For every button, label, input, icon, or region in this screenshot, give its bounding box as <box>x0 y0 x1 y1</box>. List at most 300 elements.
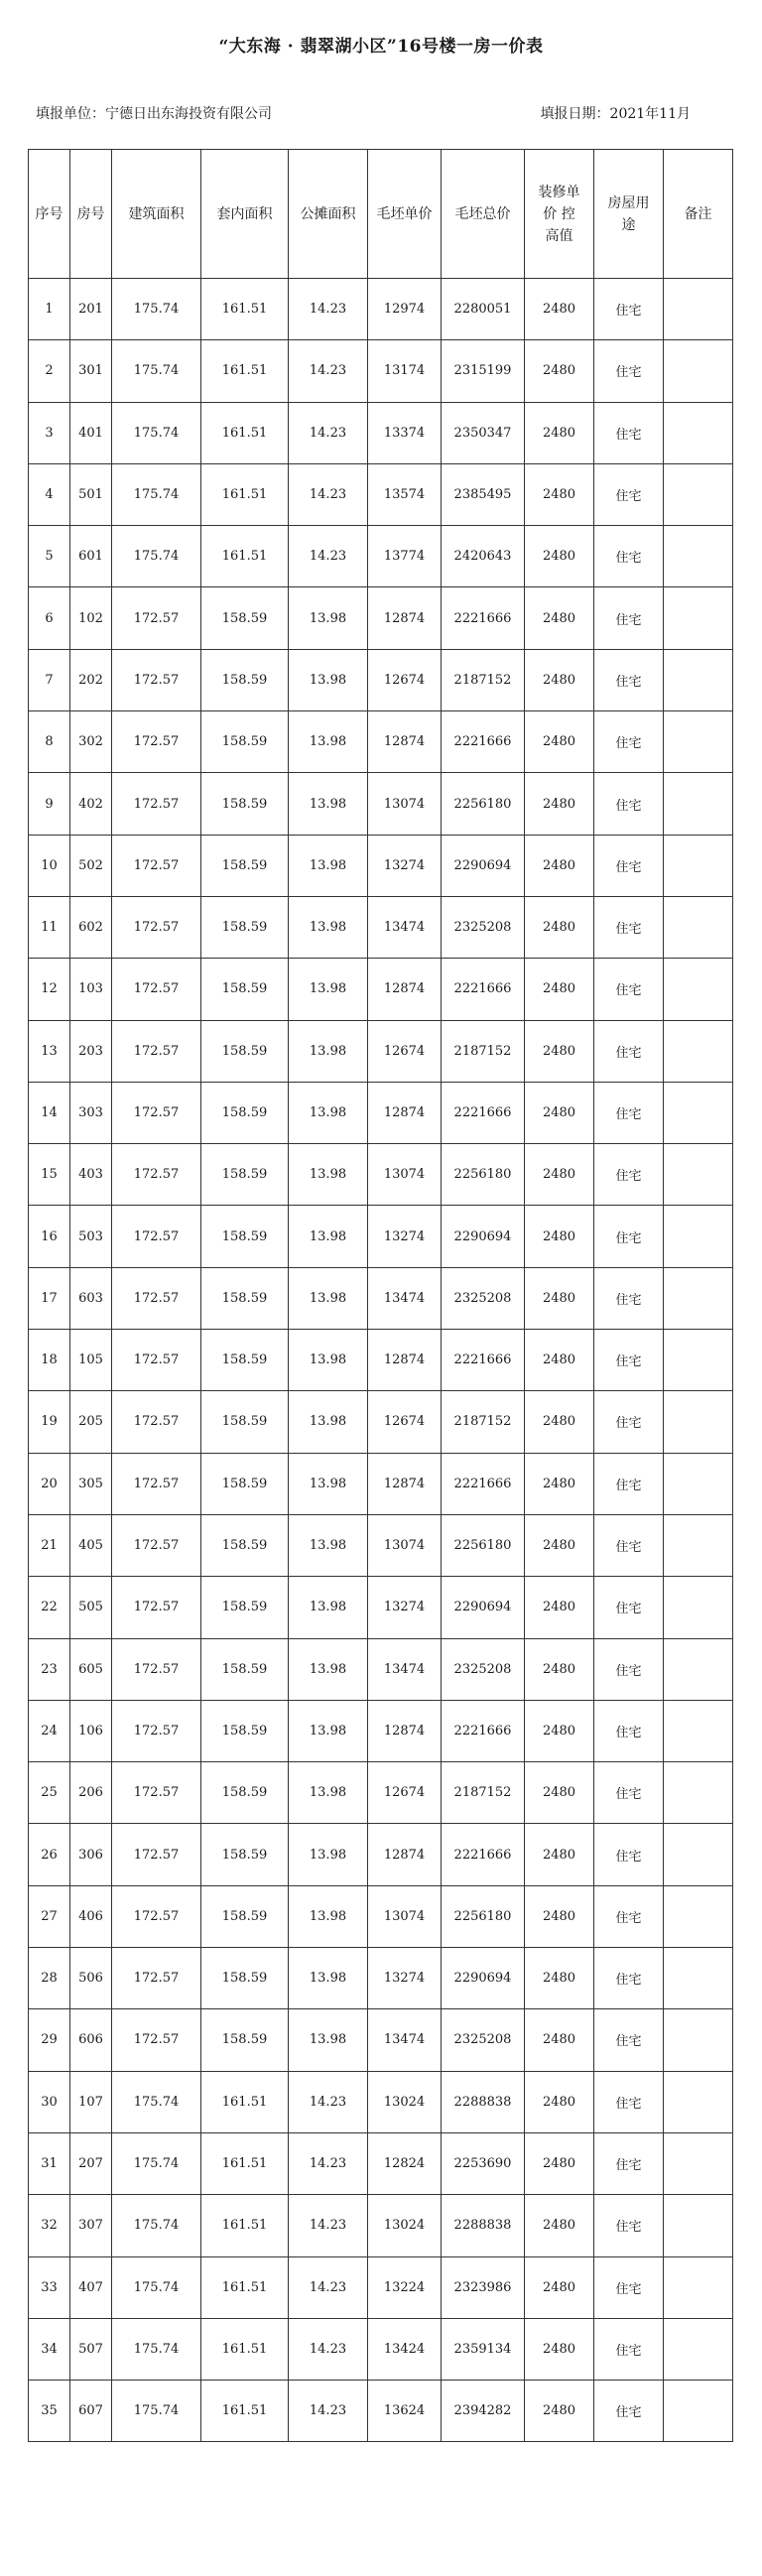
cell-total-price: 2288838 <box>442 2195 525 2256</box>
cell-area: 172.57 <box>112 587 201 649</box>
cell-inner-area: 158.59 <box>201 587 289 649</box>
cell-usage: 住宅 <box>594 2071 664 2132</box>
table-row <box>29 1762 733 1824</box>
cell-deco-cap: 2480 <box>525 959 594 1020</box>
cell-room: 205 <box>70 1391 112 1453</box>
cell-inner-area: 158.59 <box>201 896 289 958</box>
cell-room: 107 <box>70 2071 112 2132</box>
cell-shared-area: 13.98 <box>289 1144 368 1206</box>
cell-unit-price: 12874 <box>368 1700 442 1761</box>
cell-shared-area: 14.23 <box>289 2195 368 2256</box>
cell-note <box>664 2009 733 2071</box>
cell-unit-price: 12874 <box>368 1453 442 1514</box>
cell-unit-price: 13274 <box>368 1948 442 2009</box>
cell-inner-area: 161.51 <box>201 526 289 587</box>
cell-room: 506 <box>70 1948 112 2009</box>
cell-deco-cap: 2480 <box>525 1453 594 1514</box>
cell-area: 175.74 <box>112 526 201 587</box>
cell-area: 172.57 <box>112 1885 201 1947</box>
cell-note <box>664 1020 733 1082</box>
table-row <box>29 896 733 958</box>
cell-shared-area: 14.23 <box>289 2256 368 2318</box>
cell-usage: 住宅 <box>594 526 664 587</box>
cell-unit-price: 13374 <box>368 402 442 463</box>
cell-shared-area: 14.23 <box>289 402 368 463</box>
cell-deco-cap: 2480 <box>525 340 594 402</box>
cell-unit-price: 13474 <box>368 896 442 958</box>
cell-room: 202 <box>70 649 112 710</box>
cell-inner-area: 158.59 <box>201 2009 289 2071</box>
cell-area: 172.57 <box>112 711 201 773</box>
header-no: 序号 <box>29 150 70 279</box>
cell-usage: 住宅 <box>594 2009 664 2071</box>
cell-shared-area: 13.98 <box>289 1762 368 1824</box>
cell-room: 503 <box>70 1206 112 1267</box>
table-row <box>29 526 733 587</box>
cell-no: 31 <box>29 2132 70 2194</box>
cell-shared-area: 13.98 <box>289 1330 368 1391</box>
cell-area: 175.74 <box>112 2132 201 2194</box>
cell-room: 607 <box>70 2381 112 2442</box>
cell-no: 30 <box>29 2071 70 2132</box>
cell-inner-area: 158.59 <box>201 1330 289 1391</box>
header-deco-cap <box>525 150 594 279</box>
cell-usage: 住宅 <box>594 340 664 402</box>
table-row <box>29 1824 733 1885</box>
cell-unit-price: 12674 <box>368 649 442 710</box>
table-row <box>29 1638 733 1700</box>
cell-total-price: 2256180 <box>442 1514 525 1576</box>
cell-total-price: 2256180 <box>442 1885 525 1947</box>
price-table <box>28 149 733 2442</box>
cell-room: 502 <box>70 835 112 896</box>
cell-room: 301 <box>70 340 112 402</box>
cell-unit-price: 12874 <box>368 959 442 1020</box>
header-area: 建筑面积 <box>112 150 201 279</box>
cell-room: 406 <box>70 1885 112 1947</box>
cell-room: 405 <box>70 1514 112 1576</box>
cell-total-price: 2325208 <box>442 1267 525 1329</box>
cell-no: 7 <box>29 649 70 710</box>
cell-total-price: 2187152 <box>442 1391 525 1453</box>
cell-no: 12 <box>29 959 70 1020</box>
cell-unit-price: 13024 <box>368 2071 442 2132</box>
cell-deco-cap: 2480 <box>525 1206 594 1267</box>
cell-inner-area: 158.59 <box>201 711 289 773</box>
cell-room: 206 <box>70 1762 112 1824</box>
cell-area: 172.57 <box>112 1391 201 1453</box>
cell-no: 25 <box>29 1762 70 1824</box>
cell-shared-area: 13.98 <box>289 1020 368 1082</box>
cell-no: 27 <box>29 1885 70 1947</box>
cell-note <box>664 2381 733 2442</box>
cell-room: 203 <box>70 1020 112 1082</box>
cell-unit-price: 13774 <box>368 526 442 587</box>
cell-shared-area: 13.98 <box>289 1885 368 1947</box>
table-row <box>29 1020 733 1082</box>
cell-area: 172.57 <box>112 835 201 896</box>
cell-area: 172.57 <box>112 959 201 1020</box>
cell-inner-area: 158.59 <box>201 1206 289 1267</box>
cell-no: 33 <box>29 2256 70 2318</box>
cell-unit-price: 13474 <box>368 1267 442 1329</box>
cell-area: 175.74 <box>112 2195 201 2256</box>
header-note: 备注 <box>664 150 733 279</box>
cell-deco-cap: 2480 <box>525 2132 594 2194</box>
cell-total-price: 2187152 <box>442 1020 525 1082</box>
cell-unit-price: 13024 <box>368 2195 442 2256</box>
cell-total-price: 2290694 <box>442 1577 525 1638</box>
cell-deco-cap: 2480 <box>525 711 594 773</box>
cell-inner-area: 158.59 <box>201 1267 289 1329</box>
cell-room: 407 <box>70 2256 112 2318</box>
cell-no: 26 <box>29 1824 70 1885</box>
cell-usage: 住宅 <box>594 1267 664 1329</box>
cell-deco-cap: 2480 <box>525 279 594 340</box>
cell-shared-area: 13.98 <box>289 711 368 773</box>
cell-room: 501 <box>70 463 112 525</box>
cell-area: 175.74 <box>112 2381 201 2442</box>
table-row <box>29 279 733 340</box>
cell-note <box>664 2256 733 2318</box>
cell-room: 303 <box>70 1082 112 1143</box>
cell-unit-price: 12824 <box>368 2132 442 2194</box>
filler-date: 填报日期：2021年11月 <box>540 106 691 122</box>
cell-inner-area: 161.51 <box>201 340 289 402</box>
cell-deco-cap: 2480 <box>525 2381 594 2442</box>
cell-unit-price: 12874 <box>368 1330 442 1391</box>
cell-total-price: 2420643 <box>442 526 525 587</box>
cell-shared-area: 13.98 <box>289 1206 368 1267</box>
cell-note <box>664 1948 733 2009</box>
table-row <box>29 959 733 1020</box>
cell-total-price: 2221666 <box>442 1330 525 1391</box>
cell-usage: 住宅 <box>594 773 664 835</box>
table-row <box>29 2071 733 2132</box>
cell-usage: 住宅 <box>594 2318 664 2380</box>
cell-deco-cap: 2480 <box>525 773 594 835</box>
cell-inner-area: 161.51 <box>201 2132 289 2194</box>
cell-note <box>664 587 733 649</box>
cell-deco-cap: 2480 <box>525 2256 594 2318</box>
cell-room: 606 <box>70 2009 112 2071</box>
cell-no: 34 <box>29 2318 70 2380</box>
cell-usage: 住宅 <box>594 1453 664 1514</box>
cell-unit-price: 12874 <box>368 711 442 773</box>
cell-usage: 住宅 <box>594 1577 664 1638</box>
cell-inner-area: 161.51 <box>201 2381 289 2442</box>
cell-usage: 住宅 <box>594 1700 664 1761</box>
cell-shared-area: 14.23 <box>289 2132 368 2194</box>
cell-area: 172.57 <box>112 1700 201 1761</box>
cell-inner-area: 161.51 <box>201 279 289 340</box>
table-row <box>29 2381 733 2442</box>
cell-no: 14 <box>29 1082 70 1143</box>
cell-area: 175.74 <box>112 463 201 525</box>
table-row <box>29 1514 733 1576</box>
cell-shared-area: 13.98 <box>289 1577 368 1638</box>
cell-inner-area: 161.51 <box>201 463 289 525</box>
cell-note <box>664 402 733 463</box>
cell-area: 172.57 <box>112 1762 201 1824</box>
cell-note <box>664 2318 733 2380</box>
cell-area: 172.57 <box>112 1206 201 1267</box>
cell-total-price: 2221666 <box>442 587 525 649</box>
cell-total-price: 2221666 <box>442 1700 525 1761</box>
cell-unit-price: 13424 <box>368 2318 442 2380</box>
cell-usage: 住宅 <box>594 1020 664 1082</box>
cell-unit-price: 13624 <box>368 2381 442 2442</box>
cell-total-price: 2221666 <box>442 959 525 1020</box>
cell-shared-area: 14.23 <box>289 463 368 525</box>
cell-inner-area: 158.59 <box>201 1144 289 1206</box>
cell-deco-cap: 2480 <box>525 1267 594 1329</box>
cell-shared-area: 13.98 <box>289 649 368 710</box>
cell-note <box>664 2071 733 2132</box>
cell-total-price: 2187152 <box>442 1762 525 1824</box>
cell-no: 29 <box>29 2009 70 2071</box>
cell-note <box>664 1330 733 1391</box>
cell-no: 28 <box>29 1948 70 2009</box>
cell-inner-area: 158.59 <box>201 1082 289 1143</box>
cell-area: 172.57 <box>112 1577 201 1638</box>
cell-inner-area: 158.59 <box>201 1453 289 1514</box>
cell-note <box>664 1885 733 1947</box>
cell-total-price: 2221666 <box>442 711 525 773</box>
cell-no: 21 <box>29 1514 70 1576</box>
cell-shared-area: 13.98 <box>289 1638 368 1700</box>
cell-deco-cap: 2480 <box>525 1948 594 2009</box>
cell-note <box>664 1144 733 1206</box>
cell-unit-price: 13074 <box>368 1885 442 1947</box>
cell-no: 3 <box>29 402 70 463</box>
cell-inner-area: 161.51 <box>201 2195 289 2256</box>
table-row <box>29 463 733 525</box>
cell-shared-area: 14.23 <box>289 340 368 402</box>
cell-deco-cap: 2480 <box>525 1885 594 1947</box>
cell-usage: 住宅 <box>594 279 664 340</box>
cell-total-price: 2288838 <box>442 2071 525 2132</box>
cell-unit-price: 13274 <box>368 1577 442 1638</box>
cell-room: 403 <box>70 1144 112 1206</box>
cell-area: 175.74 <box>112 2256 201 2318</box>
table-row <box>29 1577 733 1638</box>
cell-usage: 住宅 <box>594 587 664 649</box>
header-usage <box>594 150 664 279</box>
cell-area: 172.57 <box>112 1514 201 1576</box>
table-header-row <box>29 150 733 279</box>
header-deco-line3: 高值 <box>545 227 573 244</box>
cell-unit-price: 13224 <box>368 2256 442 2318</box>
cell-note <box>664 1577 733 1638</box>
cell-usage: 住宅 <box>594 1082 664 1143</box>
cell-unit-price: 13574 <box>368 463 442 525</box>
cell-note <box>664 649 733 710</box>
cell-unit-price: 13174 <box>368 340 442 402</box>
table-row <box>29 2009 733 2071</box>
cell-deco-cap: 2480 <box>525 526 594 587</box>
cell-usage: 住宅 <box>594 1885 664 1947</box>
cell-area: 172.57 <box>112 1082 201 1143</box>
cell-deco-cap: 2480 <box>525 2071 594 2132</box>
cell-inner-area: 161.51 <box>201 402 289 463</box>
cell-inner-area: 161.51 <box>201 2071 289 2132</box>
table-row <box>29 587 733 649</box>
cell-deco-cap: 2480 <box>525 1824 594 1885</box>
header-shared-area: 公摊面积 <box>289 150 368 279</box>
table-row <box>29 835 733 896</box>
cell-total-price: 2280051 <box>442 279 525 340</box>
cell-room: 507 <box>70 2318 112 2380</box>
cell-usage: 住宅 <box>594 1638 664 1700</box>
cell-deco-cap: 2480 <box>525 587 594 649</box>
cell-inner-area: 158.59 <box>201 1700 289 1761</box>
cell-inner-area: 158.59 <box>201 1824 289 1885</box>
cell-room: 605 <box>70 1638 112 1700</box>
cell-note <box>664 835 733 896</box>
cell-no: 2 <box>29 340 70 402</box>
filler-unit: 填报单位：宁德日出东海投资有限公司 <box>36 106 272 122</box>
cell-unit-price: 12674 <box>368 1020 442 1082</box>
cell-inner-area: 158.59 <box>201 1885 289 1947</box>
cell-inner-area: 161.51 <box>201 2256 289 2318</box>
cell-inner-area: 161.51 <box>201 2318 289 2380</box>
cell-shared-area: 13.98 <box>289 1824 368 1885</box>
cell-note <box>664 2195 733 2256</box>
cell-unit-price: 13474 <box>368 1638 442 1700</box>
cell-room: 105 <box>70 1330 112 1391</box>
cell-room: 307 <box>70 2195 112 2256</box>
cell-shared-area: 13.98 <box>289 1082 368 1143</box>
table-row <box>29 2256 733 2318</box>
cell-usage: 住宅 <box>594 1330 664 1391</box>
cell-usage: 住宅 <box>594 402 664 463</box>
table-row <box>29 2195 733 2256</box>
cell-shared-area: 13.98 <box>289 1948 368 2009</box>
cell-note <box>664 1638 733 1700</box>
cell-deco-cap: 2480 <box>525 649 594 710</box>
cell-shared-area: 14.23 <box>289 2071 368 2132</box>
cell-note <box>664 340 733 402</box>
cell-deco-cap: 2480 <box>525 1700 594 1761</box>
cell-total-price: 2290694 <box>442 835 525 896</box>
cell-area: 172.57 <box>112 1144 201 1206</box>
cell-area: 175.74 <box>112 340 201 402</box>
cell-shared-area: 13.98 <box>289 1453 368 1514</box>
cell-usage: 住宅 <box>594 1144 664 1206</box>
cell-usage: 住宅 <box>594 2132 664 2194</box>
table-row <box>29 1700 733 1761</box>
cell-note <box>664 1700 733 1761</box>
table-body <box>29 279 733 2442</box>
cell-area: 172.57 <box>112 1948 201 2009</box>
cell-shared-area: 13.98 <box>289 959 368 1020</box>
header-deco-line1: 装修单 <box>538 184 580 200</box>
cell-no: 35 <box>29 2381 70 2442</box>
cell-deco-cap: 2480 <box>525 835 594 896</box>
cell-room: 102 <box>70 587 112 649</box>
cell-inner-area: 158.59 <box>201 1948 289 2009</box>
cell-area: 172.57 <box>112 2009 201 2071</box>
cell-deco-cap: 2480 <box>525 2009 594 2071</box>
cell-no: 20 <box>29 1453 70 1514</box>
cell-area: 175.74 <box>112 2318 201 2380</box>
cell-usage: 住宅 <box>594 649 664 710</box>
cell-no: 8 <box>29 711 70 773</box>
cell-no: 17 <box>29 1267 70 1329</box>
cell-no: 19 <box>29 1391 70 1453</box>
cell-unit-price: 12874 <box>368 587 442 649</box>
cell-note <box>664 1082 733 1143</box>
cell-unit-price: 13074 <box>368 1144 442 1206</box>
cell-deco-cap: 2480 <box>525 2195 594 2256</box>
cell-total-price: 2256180 <box>442 773 525 835</box>
cell-inner-area: 158.59 <box>201 1577 289 1638</box>
cell-usage: 住宅 <box>594 2256 664 2318</box>
cell-unit-price: 13074 <box>368 773 442 835</box>
cell-total-price: 2315199 <box>442 340 525 402</box>
document-title: “大东海 · 翡翠湖小区”16号楼一房一价表 <box>218 37 544 57</box>
cell-no: 11 <box>29 896 70 958</box>
table-row <box>29 1948 733 2009</box>
cell-area: 172.57 <box>112 896 201 958</box>
cell-room: 201 <box>70 279 112 340</box>
cell-total-price: 2187152 <box>442 649 525 710</box>
cell-area: 172.57 <box>112 773 201 835</box>
cell-area: 175.74 <box>112 279 201 340</box>
cell-deco-cap: 2480 <box>525 896 594 958</box>
cell-unit-price: 13474 <box>368 2009 442 2071</box>
cell-no: 24 <box>29 1700 70 1761</box>
cell-note <box>664 1824 733 1885</box>
cell-no: 4 <box>29 463 70 525</box>
document-meta <box>36 103 691 123</box>
cell-room: 602 <box>70 896 112 958</box>
cell-no: 23 <box>29 1638 70 1700</box>
cell-total-price: 2221666 <box>442 1453 525 1514</box>
cell-unit-price: 12674 <box>368 1391 442 1453</box>
table-row <box>29 1206 733 1267</box>
cell-room: 103 <box>70 959 112 1020</box>
cell-area: 172.57 <box>112 1638 201 1700</box>
cell-room: 505 <box>70 1577 112 1638</box>
cell-unit-price: 12674 <box>368 1762 442 1824</box>
table-row <box>29 1453 733 1514</box>
cell-usage: 住宅 <box>594 1514 664 1576</box>
table-row <box>29 1885 733 1947</box>
cell-usage: 住宅 <box>594 2195 664 2256</box>
cell-shared-area: 14.23 <box>289 526 368 587</box>
cell-room: 306 <box>70 1824 112 1885</box>
cell-unit-price: 12874 <box>368 1824 442 1885</box>
header-room: 房号 <box>70 150 112 279</box>
cell-inner-area: 158.59 <box>201 649 289 710</box>
cell-area: 172.57 <box>112 1453 201 1514</box>
cell-note <box>664 773 733 835</box>
cell-no: 16 <box>29 1206 70 1267</box>
cell-note <box>664 896 733 958</box>
cell-shared-area: 13.98 <box>289 896 368 958</box>
cell-note <box>664 463 733 525</box>
cell-unit-price: 12974 <box>368 279 442 340</box>
cell-unit-price: 12874 <box>368 1082 442 1143</box>
cell-note <box>664 2132 733 2194</box>
cell-unit-price: 13074 <box>368 1514 442 1576</box>
cell-note <box>664 1267 733 1329</box>
table-row <box>29 1267 733 1329</box>
cell-room: 601 <box>70 526 112 587</box>
cell-usage: 住宅 <box>594 711 664 773</box>
